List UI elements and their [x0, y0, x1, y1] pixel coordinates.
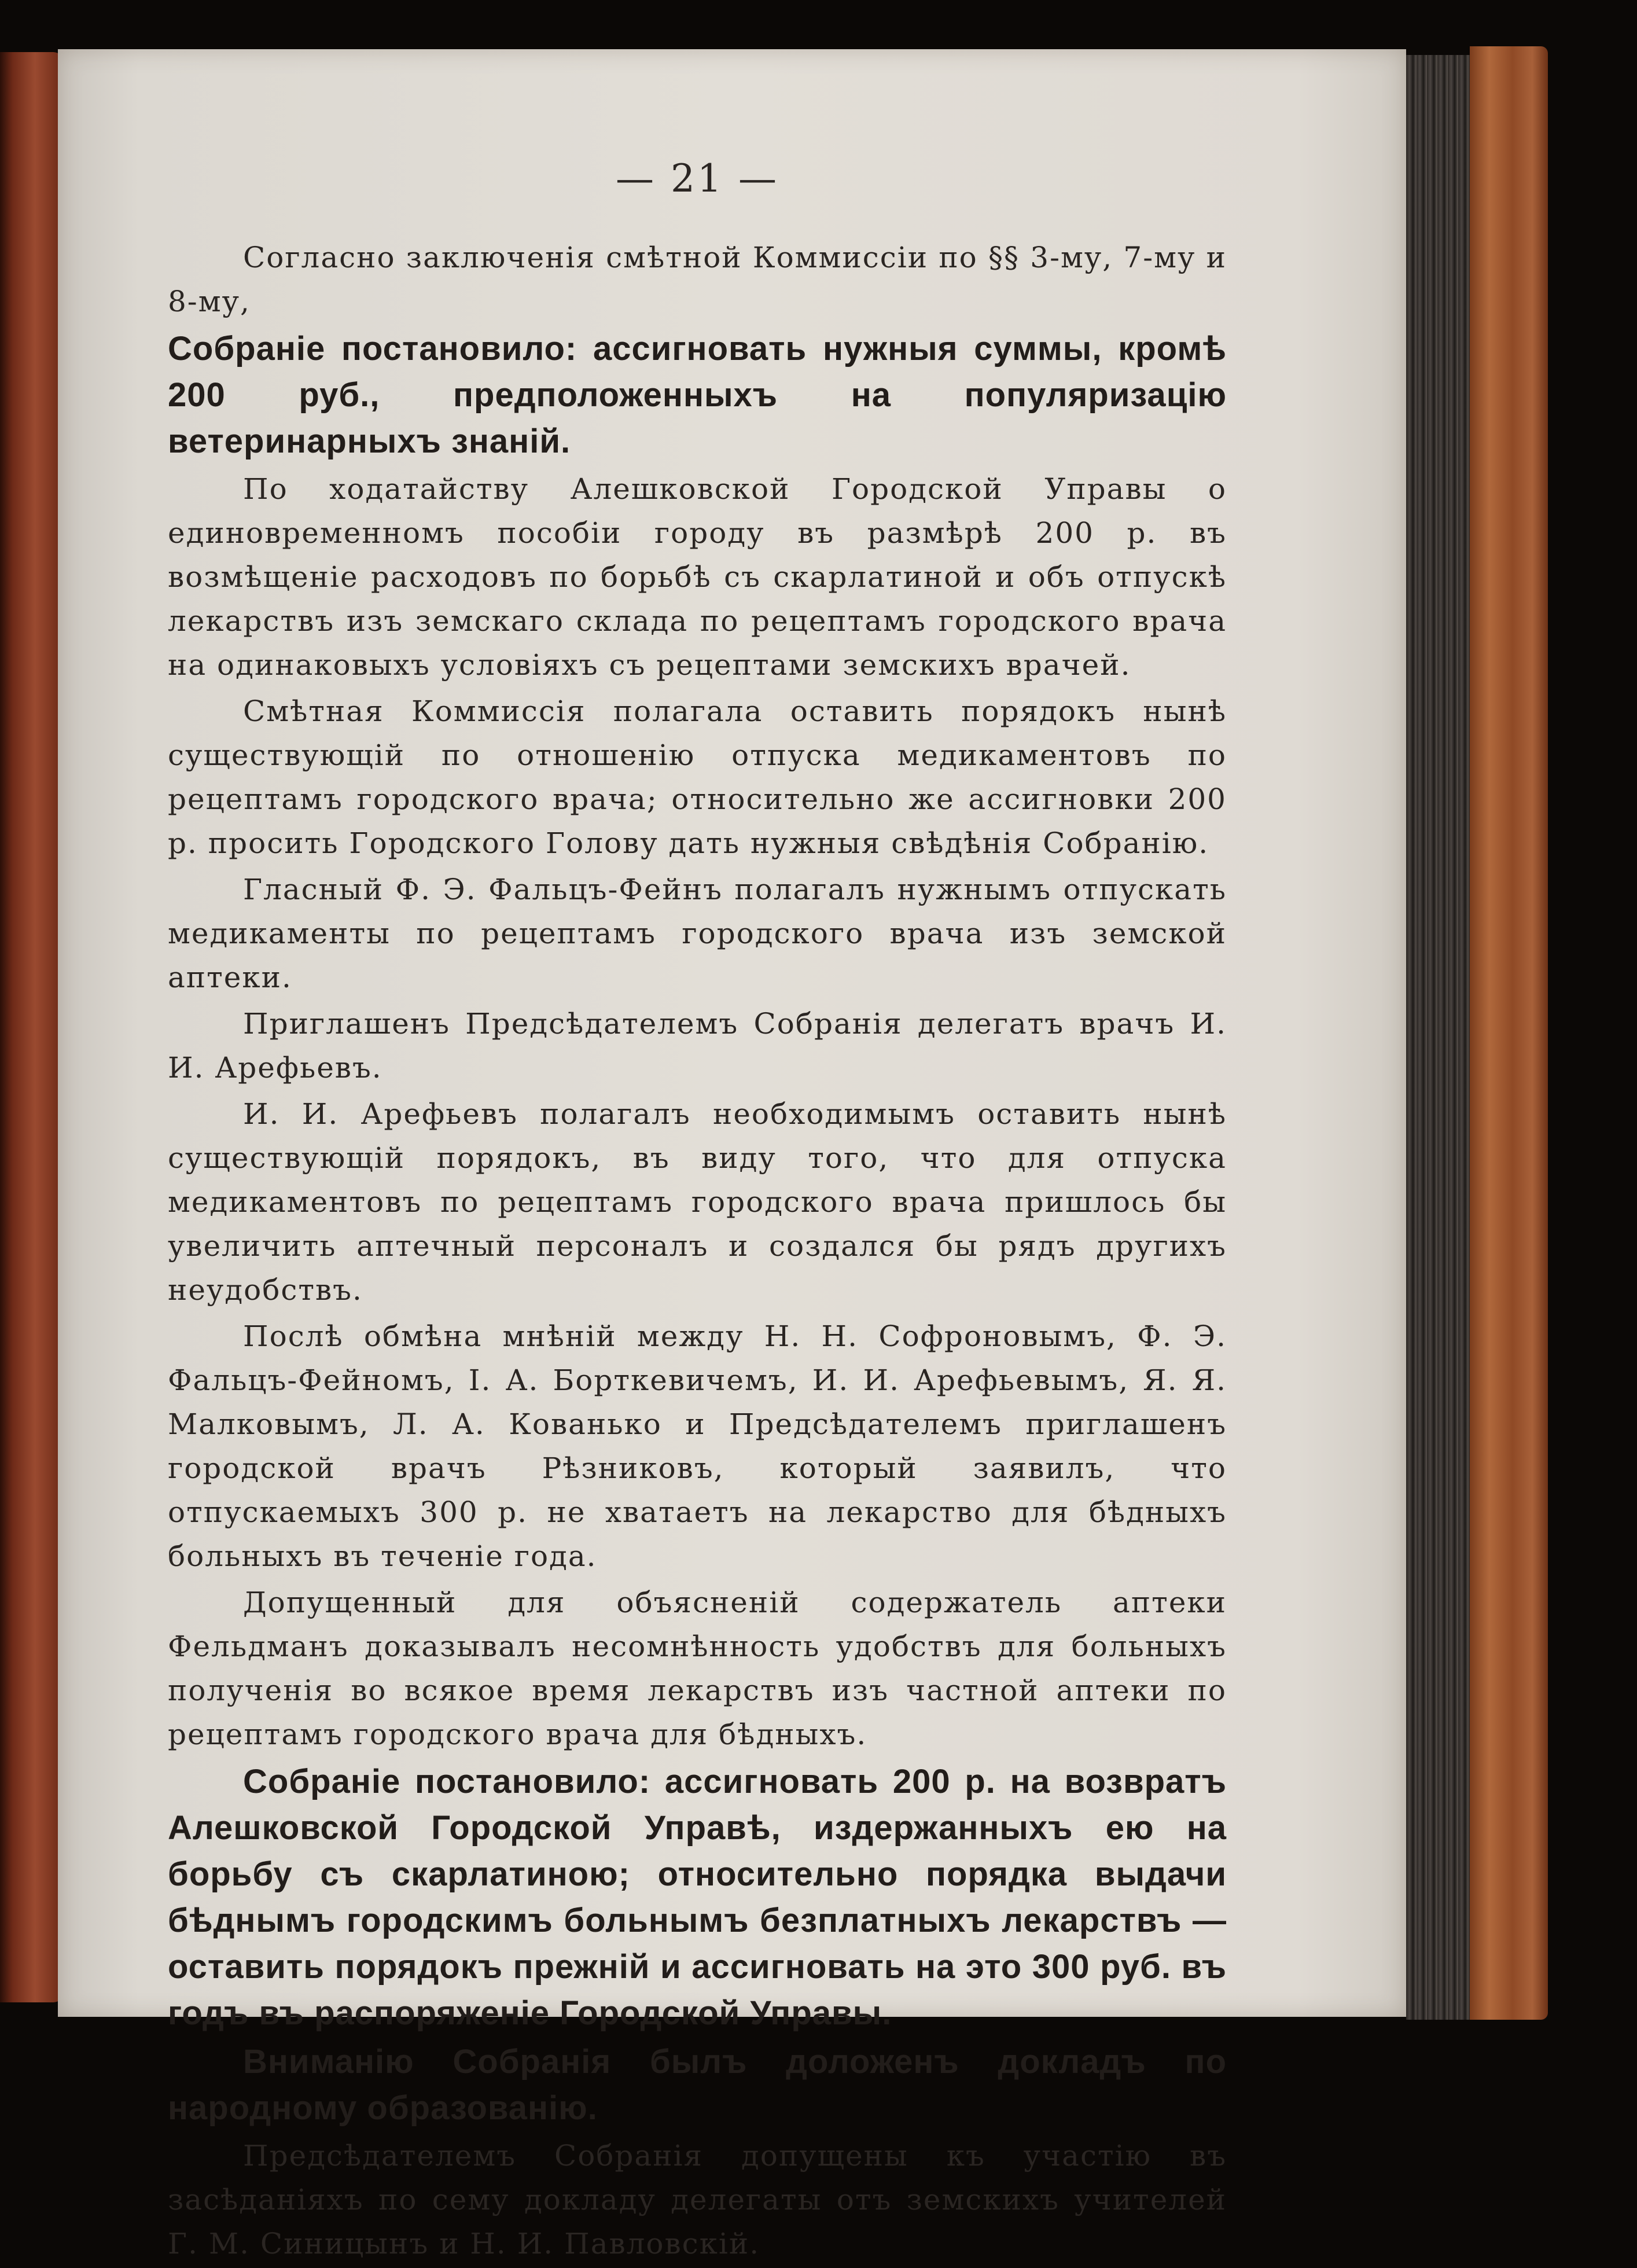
paragraph-teacher-delegates: Предсѣдателемъ Собранія допущены къ участію въ засѣданіяхъ по сему докладу делегаты отъ земскихъ учителей Г. М. Синицынъ и Н. И. Павловскій.	[168, 2139, 1227, 2260]
paragraph-aleshki-petition: По ходатайству Алешковской Городской Управы о единовременномъ пособіи городу въ размѣрѣ 200 р. въ возмѣщеніе расходовъ по борьбѣ съ скарлатиной и объ отпускѣ лекарствъ изъ земскаго склада по рецептамъ городского врача на одинаковыхъ условіяхъ съ рецептами земскихъ врачей.	[168, 472, 1227, 682]
paragraph-commission-opinion: Смѣтная Коммиссія полагала оставить порядокъ нынѣ существующій по отношенію отпуска медикаментовъ по рецептамъ городского врача; относительно же ассигновки 200 р. просить Городского Голову дать нужныя свѣдѣнія Собранію.	[168, 694, 1227, 860]
paragraph-falz-fein: Гласный Ф. Э. Фальцъ-Фейнъ полагалъ нужнымъ отпускать медикаменты по рецептамъ городского врача изъ земской аптеки.	[168, 873, 1227, 994]
paragraph-education-report: Вниманію Собранія былъ доложенъ докладъ по народному образованію.	[168, 2043, 1227, 2127]
resolution-veterinary: Собраніе постановило: ассигновать нужныя суммы, кромѣ 200 руб., предположенныхъ на популяризацію ветеринарныхъ знаній.	[168, 330, 1227, 460]
book-left-page-edge	[0, 52, 64, 2002]
resolution-scarlatina: Собраніе постановило: ассигновать 200 р. на возвратъ Алешковской Городской Управѣ, издержанныхъ ею на борьбу съ скарлатиною; относительно порядка выдачи бѣднымъ городскимъ больнымъ безплатныхъ лекарствъ — оставить порядокъ прежній и ассигновать на это 300 руб. въ годъ въ распоряженіе Городской Управы.	[168, 1763, 1227, 2032]
paragraph-feldman: Допущенный для объясненій содержатель аптеки Фельдманъ доказывалъ несомнѣнность удобствъ для больныхъ полученія во всякое время лекарствъ изъ частной аптеки по рецептамъ городского врача для бѣдныхъ.	[168, 1586, 1227, 1751]
page-number: — 21 —	[616, 156, 779, 201]
paragraph-exchange-of-opinions: Послѣ обмѣна мнѣній между Н. Н. Софроновымъ, Ф. Э. Фальцъ-Фейномъ, І. А. Борткевичемъ, И. И. Арефьевымъ, Я. Я. Малковымъ, Л. А. Кованько и Предсѣдателемъ приглашенъ городской врачъ Рѣзниковъ, который заявилъ, что отпускаемыхъ 300 р. не хватаетъ на лекарство для бѣдныхъ больныхъ въ теченіе года.	[168, 1319, 1227, 1573]
page-content	[168, 156, 1227, 2268]
paragraph-arefiev-opinion: И. И. Арефьевъ полагалъ необходимымъ оставить нынѣ существующій порядокъ, въ виду того, что для отпуска медикаментовъ по рецептамъ городского врача пришлось бы увеличить аптечный персоналъ и создался бы рядъ другихъ неудобствъ.	[168, 1097, 1227, 1307]
book-cover-edge	[1470, 46, 1548, 2020]
paragraph-commission-conclusion: Согласно заключенія смѣтной Коммиссіи по §§ 3-му, 7-му и 8-му,	[168, 241, 1227, 318]
paragraph-delegate-invited: Приглашенъ Предсѣдателемъ Собранія делегатъ врачъ И. И. Арефьевъ.	[168, 1007, 1227, 1085]
page-stack-edge	[1406, 55, 1470, 2020]
